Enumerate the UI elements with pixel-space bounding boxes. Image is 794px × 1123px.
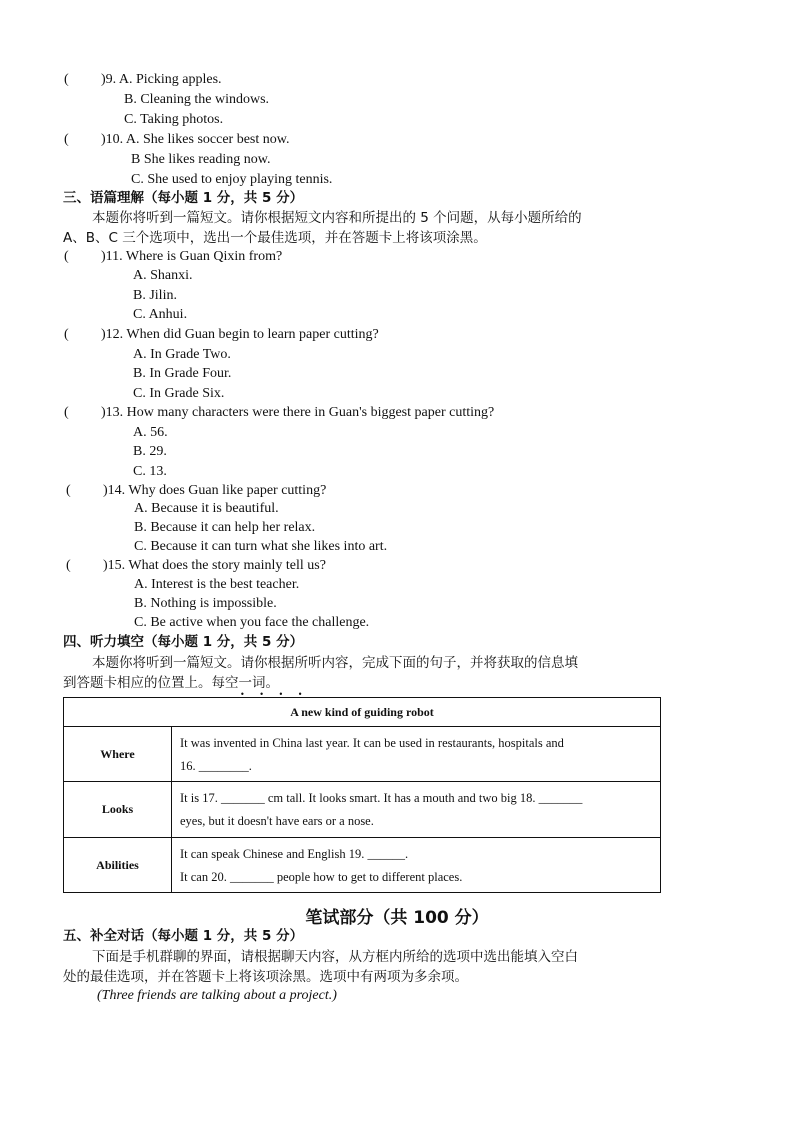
table-row: [64, 782, 660, 838]
q9-option-b: B. Cleaning the windows.: [124, 92, 270, 107]
q11-option-c: C. Anhui.: [133, 307, 188, 322]
table-row-label: Abilities: [64, 838, 172, 892]
q12-stem: )12. When did Guan begin to learn paper cutting?: [101, 327, 379, 342]
section5-note: (Three friends are talking about a project.): [97, 988, 337, 1003]
q14-option-c: C. Because it can turn what she likes into art.: [134, 539, 388, 554]
table-row-line-1: It is 17. _______ cm tall. It looks smart. It has a mouth and two big 18. _______: [180, 791, 583, 805]
q14-paren: (: [66, 483, 71, 498]
q12-paren: (: [64, 327, 69, 342]
table-title: A new kind of guiding robot: [64, 698, 660, 727]
q14-stem: )14. Why does Guan like paper cutting?: [103, 483, 327, 498]
q10-option-b: B She likes reading now.: [131, 152, 271, 167]
q12-option-c: C. In Grade Six.: [133, 386, 225, 401]
q15-option-c: C. Be active when you face the challenge.: [134, 615, 370, 630]
q9-paren: (: [64, 72, 69, 87]
table-row-line-1: It can speak Chinese and English 19. ______.: [180, 847, 409, 861]
q10-stem: )10. A. She likes soccer best now.: [101, 132, 290, 147]
section4-instruction-2: 到答题卡相应的位置上。每空一词。: [63, 675, 279, 691]
q15-option-b: B. Nothing is impossible.: [134, 596, 277, 611]
section4-title: 四、听力填空（每小题 1 分，共 5 分）: [63, 634, 304, 650]
section5-title: 五、补全对话（每小题 1 分，共 5 分）: [63, 928, 304, 944]
q15-option-a: A. Interest is the best teacher.: [134, 577, 300, 592]
q11-paren: (: [64, 249, 69, 264]
q10-option-c: C. She used to enjoy playing tennis.: [131, 172, 333, 187]
q11-stem: )11. Where is Guan Qixin from?: [101, 249, 283, 264]
section4-instruction-1: 本题你将听到一篇短文。请你根据所听内容，完成下面的句子，并将获取的信息填: [92, 655, 578, 671]
emphasis-dots: • • • •: [240, 690, 309, 699]
q13-option-b: B. 29.: [133, 444, 167, 459]
table-row-label: Looks: [64, 782, 172, 837]
q14-option-a: A. Because it is beautiful.: [134, 501, 279, 516]
table-row-line-2: 16. ________.: [180, 759, 252, 773]
section3-title: 三、语篇理解（每小题 1 分，共 5 分）: [63, 190, 304, 206]
written-part-title: 笔试部分（共 100 分）: [305, 908, 489, 928]
table-row: [64, 727, 660, 782]
table-row-line-2: It can 20. _______ people how to get to different places.: [180, 870, 463, 884]
table-row-line-2: eyes, but it doesn't have ears or a nose.: [180, 814, 374, 828]
q10-paren: (: [64, 132, 69, 147]
q14-option-b: B. Because it can help her relax.: [134, 520, 316, 535]
q13-option-a: A. 56.: [133, 425, 168, 440]
q11-option-a: A. Shanxi.: [133, 268, 193, 283]
section5-instruction-1: 下面是手机群聊的界面，请根据聊天内容，从方框内所给的选项中选出能填入空白: [92, 949, 578, 965]
guiding-robot-table: [63, 697, 661, 893]
q9-stem: )9. A. Picking apples.: [101, 72, 222, 87]
table-row-label: Where: [64, 727, 172, 781]
q15-paren: (: [66, 558, 71, 573]
table-row-line-1: It was invented in China last year. It can be used in restaurants, hospitals and: [180, 736, 564, 750]
q13-stem: )13. How many characters were there in Guan's biggest paper cutting?: [101, 405, 495, 420]
q13-paren: (: [64, 405, 69, 420]
q9-option-c: C. Taking photos.: [124, 112, 224, 127]
q11-option-b: B. Jilin.: [133, 288, 177, 303]
q12-option-a: A. In Grade Two.: [133, 347, 231, 362]
q13-option-c: C. 13.: [133, 464, 167, 479]
q15-stem: )15. What does the story mainly tell us?: [103, 558, 326, 573]
q12-option-b: B. In Grade Four.: [133, 366, 232, 381]
section5-instruction-2: 处的最佳选项，并在答题卡上将该项涂黑。选项中有两项为多余项。: [63, 969, 468, 985]
section3-instruction-1: 本题你将听到一篇短文。请你根据短文内容和所提出的 5 个问题，从每小题所给的: [92, 210, 582, 226]
section3-instruction-2: A、B、C 三个选项中，选出一个最佳选项，并在答题卡上将该项涂黑。: [63, 230, 487, 246]
table-row: [64, 838, 660, 892]
